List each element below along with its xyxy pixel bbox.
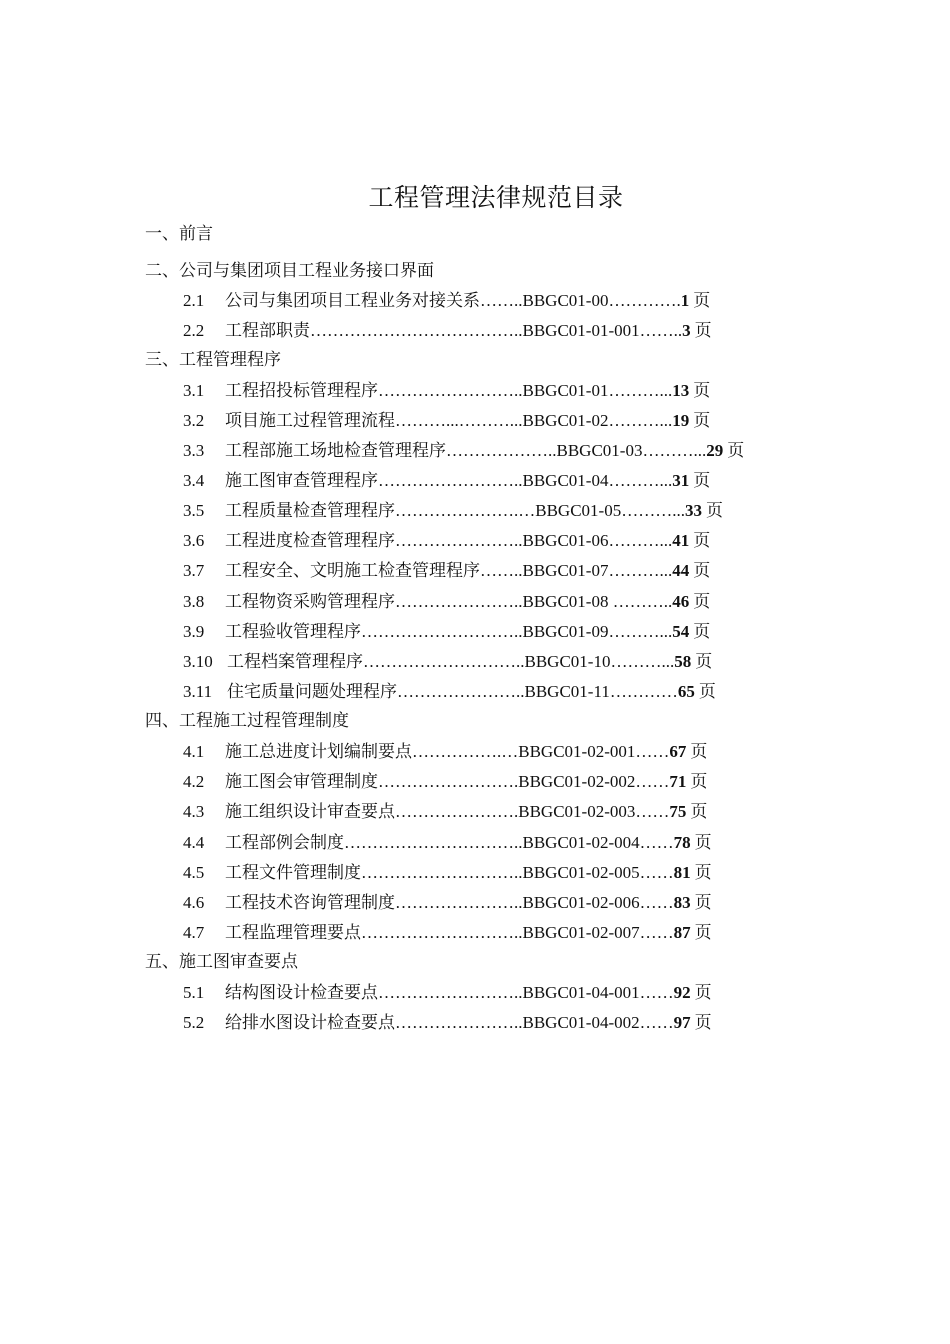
entry-number: 4.5 <box>183 863 205 882</box>
entry-number: 5.2 <box>183 1013 205 1032</box>
entry-text: 项目施工过程管理流程………...………...BBGC01-02………... <box>225 411 673 430</box>
toc-entry <box>183 1008 712 1033</box>
entry-page-unit: 页 <box>693 531 711 550</box>
toc-entry <box>183 978 712 1003</box>
entry-number: 2.2 <box>183 321 205 340</box>
entry-page-unit: 页 <box>694 321 712 340</box>
entry-page-number: 29 <box>706 441 724 460</box>
toc-entry <box>183 406 710 431</box>
entry-text: 工程物资采购管理程序…………………..BBGC01-08 ……….. <box>225 592 673 611</box>
toc-entry <box>183 376 710 401</box>
entry-number: 3.3 <box>183 441 205 460</box>
entry-number: 3.11 <box>183 682 213 701</box>
entry-text: 工程进度检查管理程序…………………..BBGC01-06………... <box>225 531 673 550</box>
entry-text: 施工图会审管理制度…………………….BBGC01-02-002…… <box>225 772 670 791</box>
entry-number: 4.6 <box>183 893 205 912</box>
entry-page-unit: 页 <box>695 652 713 671</box>
toc-entry <box>183 858 712 883</box>
entry-number: 4.3 <box>183 802 205 821</box>
entry-page-unit: 页 <box>727 441 745 460</box>
section-heading-preface: 一、前言 <box>145 224 213 243</box>
entry-number: 2.1 <box>183 291 205 310</box>
entry-number: 3.8 <box>183 592 205 611</box>
toc-entry <box>183 286 710 311</box>
entry-page-unit: 页 <box>693 561 711 580</box>
entry-text: 工程部职责………………………………..BBGC01-01-001…….. <box>225 321 683 340</box>
entry-page-unit: 页 <box>694 923 712 942</box>
entry-page-number: 92 <box>673 983 691 1002</box>
entry-text: 施工总进度计划编制要点…………….…BBGC01-02-001…… <box>225 742 670 761</box>
entry-number: 3.7 <box>183 561 205 580</box>
entry-text: 施工图审查管理程序……………………..BBGC01-04………... <box>225 471 673 490</box>
entry-text: 工程验收管理程序………………………..BBGC01-09………... <box>225 622 673 641</box>
entry-page-number: 58 <box>674 652 692 671</box>
entry-text: 给排水图设计检查要点…………………..BBGC01-04-002…… <box>225 1013 674 1032</box>
entry-text: 工程质量检查管理程序………………….…BBGC01-05………... <box>225 501 685 520</box>
entry-text: 施工组织设计审查要点………………….BBGC01-02-003…… <box>225 802 670 821</box>
entry-text: 工程部例会制度…………………………..BBGC01-02-004…… <box>225 833 674 852</box>
entry-page-number: 54 <box>672 622 690 641</box>
page-title: 工程管理法律规范目录 <box>368 185 624 212</box>
entry-text: 结构图设计检查要点……………………..BBGC01-04-001…… <box>225 983 674 1002</box>
toc-entry <box>183 496 723 521</box>
entry-text: 工程文件管理制度………………………..BBGC01-02-005…… <box>225 863 674 882</box>
entry-number: 4.7 <box>183 923 205 942</box>
entry-page-number: 13 <box>672 381 690 400</box>
entry-page-number: 46 <box>672 592 690 611</box>
entry-page-number: 33 <box>684 501 702 520</box>
toc-entry <box>183 316 712 341</box>
entry-number: 4.4 <box>183 833 205 852</box>
entry-number: 4.2 <box>183 772 205 791</box>
entry-page-unit: 页 <box>694 893 712 912</box>
section-heading-drawing-review: 五、施工图审查要点 <box>145 952 298 971</box>
toc-entry <box>183 677 716 702</box>
entry-number: 3.9 <box>183 622 205 641</box>
entry-page-number: 75 <box>669 802 687 821</box>
entry-text: 工程技术咨询管理制度…………………..BBGC01-02-006…… <box>225 893 674 912</box>
entry-page-unit: 页 <box>690 742 708 761</box>
entry-page-unit: 页 <box>690 772 708 791</box>
entry-page-number: 87 <box>673 923 691 942</box>
entry-page-unit: 页 <box>705 501 723 520</box>
toc-entry <box>183 828 712 853</box>
entry-number: 5.1 <box>183 983 205 1002</box>
entry-text: 公司与集团项目工程业务对接关系……..BBGC01-00…………. <box>225 291 681 310</box>
entry-page-unit: 页 <box>693 381 711 400</box>
entry-text: 工程招投标管理程序……………………..BBGC01-01………... <box>225 381 673 400</box>
entry-page-number: 31 <box>672 471 690 490</box>
entry-page-number: 41 <box>672 531 690 550</box>
toc-entry <box>183 556 710 581</box>
section-heading-construction-rules: 四、工程施工过程管理制度 <box>145 711 349 730</box>
entry-text: 工程档案管理程序………………………..BBGC01-10………... <box>227 652 675 671</box>
entry-page-unit: 页 <box>694 983 712 1002</box>
toc-entry <box>183 617 710 642</box>
toc-entry <box>183 737 707 762</box>
entry-number: 3.2 <box>183 411 205 430</box>
entry-number: 3.6 <box>183 531 205 550</box>
entry-page-number: 3 <box>682 321 691 340</box>
section-heading-interface: 二、公司与集团项目工程业务接口界面 <box>145 261 434 280</box>
entry-page-unit: 页 <box>693 411 711 430</box>
toc-entry <box>183 587 710 612</box>
entry-text: 工程部施工场地检查管理程序………………..BBGC01-03………... <box>225 441 707 460</box>
entry-text: 工程安全、文明施工检查管理程序……..BBGC01-07………... <box>225 561 673 580</box>
entry-page-unit: 页 <box>694 1013 712 1032</box>
toc-entry <box>183 466 710 491</box>
entry-page-unit: 页 <box>693 592 711 611</box>
toc-entry <box>183 918 712 943</box>
entry-page-unit: 页 <box>693 291 711 310</box>
entry-text: 住宅质量问题处理程序…………………..BBGC01-11………… <box>227 682 678 701</box>
entry-page-number: 83 <box>673 893 691 912</box>
entry-page-number: 78 <box>673 833 691 852</box>
entry-page-unit: 页 <box>698 682 716 701</box>
entry-page-number: 97 <box>673 1013 691 1032</box>
toc-entry <box>183 436 744 461</box>
toc-entry <box>183 647 712 672</box>
entry-number: 4.1 <box>183 742 205 761</box>
toc-entry <box>183 526 710 551</box>
entry-page-unit: 页 <box>690 802 708 821</box>
entry-number: 3.4 <box>183 471 205 490</box>
entry-page-number: 81 <box>673 863 691 882</box>
toc-entry <box>183 797 707 822</box>
entry-page-unit: 页 <box>693 622 711 641</box>
entry-page-number: 1 <box>680 291 690 310</box>
entry-text: 工程监理管理要点………………………..BBGC01-02-007…… <box>225 923 674 942</box>
entry-page-unit: 页 <box>694 863 712 882</box>
entry-page-number: 67 <box>669 742 687 761</box>
entry-page-unit: 页 <box>693 471 711 490</box>
section-heading-procedures: 三、工程管理程序 <box>145 350 281 369</box>
entry-number: 3.5 <box>183 501 205 520</box>
entry-page-number: 71 <box>669 772 687 791</box>
entry-page-unit: 页 <box>694 833 712 852</box>
entry-number: 3.1 <box>183 381 205 400</box>
entry-number: 3.10 <box>183 652 213 671</box>
entry-page-number: 65 <box>677 682 695 701</box>
entry-page-number: 19 <box>672 411 690 430</box>
toc-entry <box>183 767 707 792</box>
entry-page-number: 44 <box>672 561 690 580</box>
toc-entry <box>183 888 712 913</box>
